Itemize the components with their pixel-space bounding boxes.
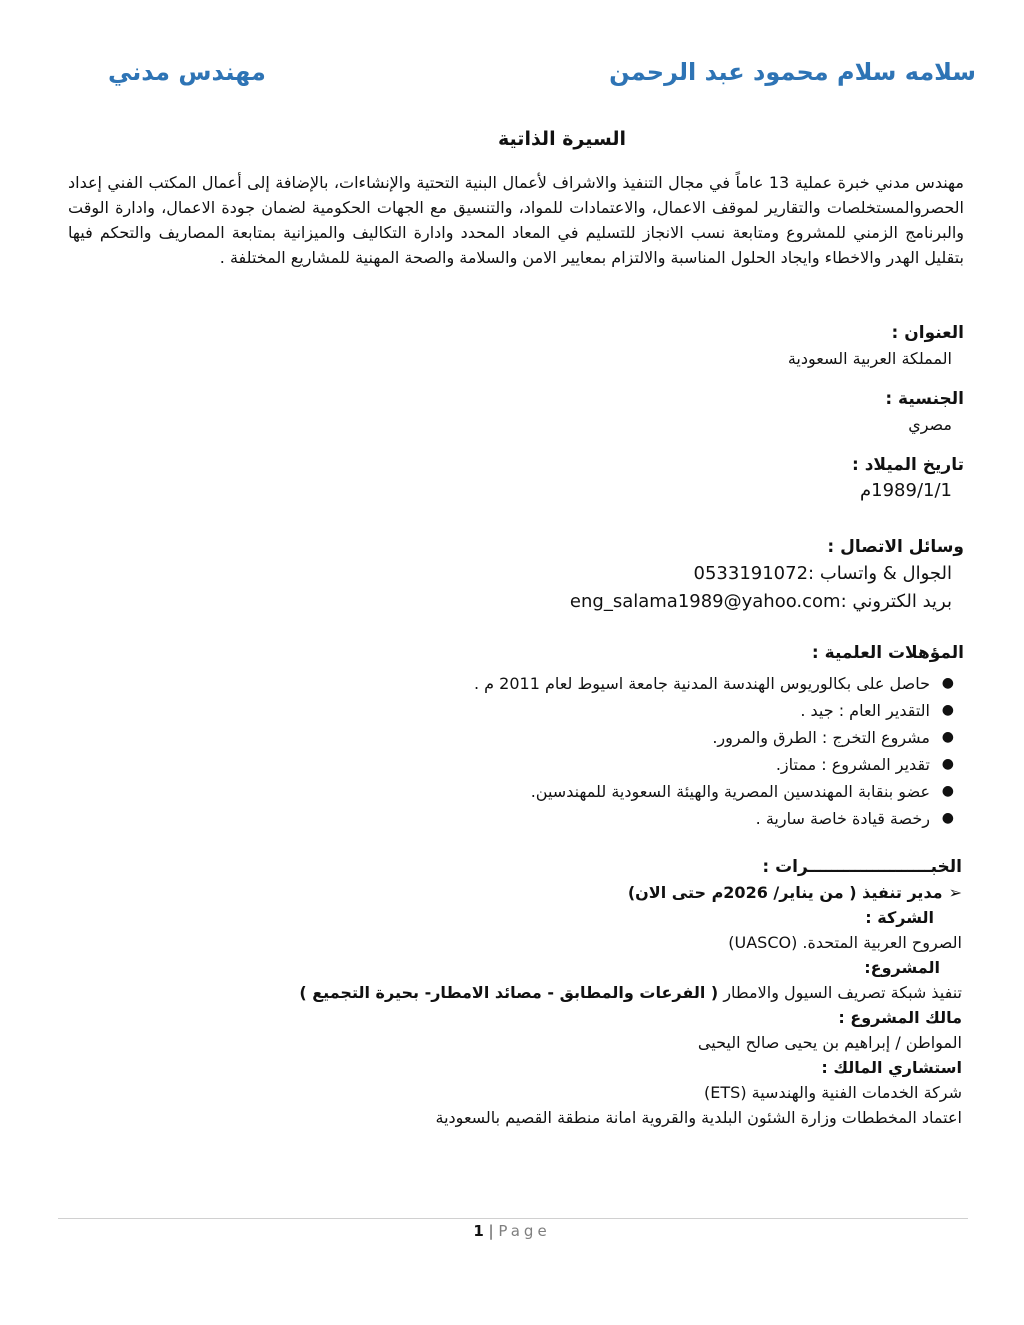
project-value: تنفيذ شبكة تصريف السيول والامطار ( الفرعات والمطابق - مصائد الامطار- بحيرة التجميع )	[299, 983, 962, 1002]
birth-section	[852, 452, 964, 504]
address-label: العنوان :	[891, 323, 964, 343]
list-item: ● التقدير العام : جيد .	[474, 697, 964, 724]
experience-label: الخبـــــــــــــــــــــرات :	[762, 857, 962, 877]
list-item: ● تقدير المشروع : ممتاز.	[474, 751, 964, 778]
nationality-label: الجنسية :	[885, 389, 964, 409]
position-line: ➢مدير تنفيذ ( من يناير/ 2026م حتى الان)	[299, 880, 962, 905]
contact-label: وسائل الاتصال :	[827, 537, 964, 557]
nationality-value: مصري	[908, 415, 952, 434]
phone-line: الجوال & واتساب :0533191072	[693, 563, 952, 584]
bullet-icon: ●	[941, 702, 954, 718]
job-title: مهندس مدني	[108, 58, 266, 86]
consultant-value: شركة الخدمات الفنية والهندسية (ETS)	[704, 1083, 962, 1102]
qualifications-list	[474, 670, 964, 832]
qualifications-label: المؤهلات العلمية :	[811, 643, 964, 663]
approval-line: اعتماد المخططات وزارة الشئون البلدية والقروية امانة منطقة القصيم بالسعودية	[435, 1108, 962, 1127]
candidate-name: سلامه سلام محمود عبد الرحمن	[609, 58, 976, 86]
email-line[interactable]: بريد الكتروني :eng_salama1989@yahoo.com	[569, 591, 952, 612]
nationality-section	[885, 386, 964, 438]
company-label: الشركة :	[865, 908, 934, 927]
bullet-icon: ●	[941, 729, 954, 745]
page-footer	[0, 1222, 1024, 1240]
owner-label: مالك المشروع :	[838, 1008, 962, 1027]
company-value: الصروح العربية المتحدة. (UASCO)	[728, 933, 962, 952]
cv-title: السيرة الذاتية	[498, 128, 626, 150]
bullet-icon: ●	[941, 810, 954, 826]
consultant-label: استشاري المالك :	[821, 1058, 962, 1077]
qualifications-section	[474, 640, 964, 832]
bullet-icon: ●	[941, 756, 954, 772]
page-label: Page	[498, 1222, 551, 1240]
contact-section	[570, 534, 964, 616]
bullet-icon: ●	[941, 675, 954, 691]
address-section	[788, 320, 964, 372]
experience-section	[299, 854, 962, 1130]
list-item: ● رخصة قيادة خاصة سارية .	[474, 805, 964, 832]
birth-label: تاريخ الميلاد :	[851, 455, 964, 475]
page-number: 1	[473, 1222, 484, 1240]
list-item: ● حاصل على بكالوريوس الهندسة المدنية جامعة اسيوط لعام 2011 م .	[474, 670, 964, 697]
summary-paragraph: مهندس مدني خبرة عملية 13 عاماً في مجال التنفيذ والاشراف لأعمال البنية التحتية والإنشاءات، بالإضافة إلى أعمال المكتب الفني إعداد الحصروالمستخلصات والتقارير لموقف الاعمال، والاعتمادات للمواد، والتنسيق مع الجهات الحكومية لضمان جودة الاعمال، وادارة الوقت والبرنامج الزمني للمشروع ومتابعة نسب الانجاز للتسليم في المعاد المحدد وادارة التكاليف والميزانية بمتابعة المصاريف والتحكم فيها بتقليل الهدر والاخطاء وايجاد الحلول المناسبة والالتزام بمعايير الامن والسلامة والصحة المهنية للمشاريع المختلفة .	[68, 173, 965, 267]
footer-separator: |	[488, 1222, 499, 1240]
arrow-bullet-icon: ➢	[948, 883, 962, 902]
list-item: ● عضو بنقابة المهندسين المصرية والهيئة السعودية للمهندسين.	[474, 778, 964, 805]
footer-divider	[58, 1218, 968, 1219]
birth-value: 1989/1/1م	[860, 480, 952, 501]
owner-value: المواطن / إبراهيم بن يحيى صالح اليحيى	[697, 1033, 962, 1052]
project-label: المشروع:	[864, 958, 940, 977]
bullet-icon: ●	[941, 783, 954, 799]
address-value: المملكة العربية السعودية	[787, 349, 952, 368]
list-item: ● مشروع التخرج : الطرق والمرور.	[474, 724, 964, 751]
